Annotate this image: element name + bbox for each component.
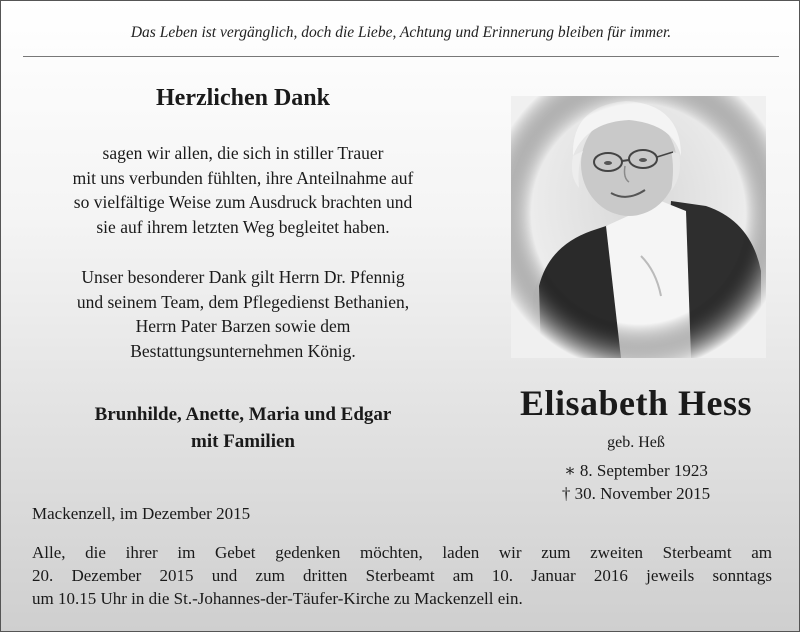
text-line: und seinem Team, dem Pflegedienst Bethanien, bbox=[76, 291, 410, 312]
portrait-illustration bbox=[511, 96, 766, 358]
thanks-title: Herzlichen Dank bbox=[156, 85, 330, 111]
family-names: Brunhilde, Anette, Maria und Edgar bbox=[94, 404, 392, 425]
closing-paragraph bbox=[32, 541, 772, 610]
text-line: so vielfältige Weise zum Ausdruck brachten und bbox=[73, 192, 413, 212]
text-line: um 10.15 Uhr in die St.-Johannes-der-Täufer-Kirche zu Mackenzell ein. bbox=[32, 589, 523, 608]
text-line: Alle, die ihrer im Gebet gedenken möchten, laden wir zum zweiten Sterbeamt am bbox=[32, 543, 772, 562]
text-line: Bestattungsunternehmen König. bbox=[130, 340, 356, 361]
text-line: mit uns verbunden fühlten, ihre Anteilnahme auf bbox=[72, 167, 414, 188]
thanks-paragraph-2 bbox=[43, 265, 443, 363]
family-signature bbox=[43, 401, 443, 455]
birth-date: ∗ 8. September 1923 bbox=[564, 461, 708, 480]
place-and-date: Mackenzell, im Dezember 2015 bbox=[32, 504, 251, 523]
portrait-photo bbox=[511, 96, 766, 358]
text-line: sagen wir allen, die sich in stiller Trauer bbox=[102, 143, 384, 163]
deceased-name: Elisabeth Hess bbox=[519, 383, 753, 423]
text-line: 20. Dezember 2015 und zum dritten Sterbeamt am 10. Januar 2016 jeweils sonntags bbox=[32, 566, 772, 585]
thanks-paragraph-1 bbox=[43, 141, 443, 239]
divider bbox=[23, 56, 779, 57]
family-suffix: mit Familien bbox=[191, 431, 295, 452]
text-line: Herrn Pater Barzen sowie dem bbox=[135, 316, 351, 336]
life-dates bbox=[491, 459, 781, 505]
text-line: sie auf ihrem letzten Weg begleitet haben. bbox=[96, 216, 390, 237]
birth-name: geb. Heß bbox=[607, 434, 665, 451]
death-date: † 30. November 2015 bbox=[561, 484, 711, 503]
text-line: Unser besonderer Dank gilt Herrn Dr. Pfennig bbox=[81, 267, 405, 287]
motto: Das Leben ist vergänglich, doch die Liebe, Achtung und Erinnerung bleiben für immer. bbox=[130, 24, 672, 41]
